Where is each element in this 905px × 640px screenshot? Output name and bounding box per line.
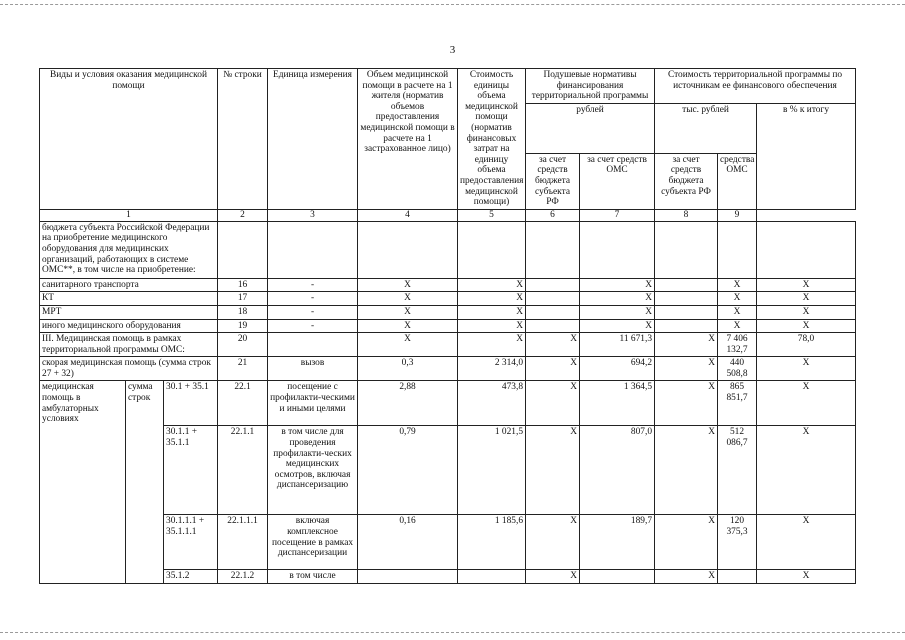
- row-ref: 30.1.1 + 35.1.1: [164, 426, 218, 515]
- row-unit: -: [268, 292, 358, 306]
- cell-cost: X: [458, 292, 526, 306]
- header-pct-total: в % к итогу: [757, 103, 856, 209]
- cell-cost: X: [458, 278, 526, 292]
- col-number: 6: [526, 209, 580, 221]
- cell-pct: X: [757, 426, 856, 515]
- cell-cost: 473,8: [458, 381, 526, 426]
- cell-budget: X: [526, 333, 580, 357]
- row-no: 21: [218, 357, 268, 381]
- cell-budget: X: [526, 515, 580, 570]
- scan-bottom-edge: [0, 632, 905, 633]
- cell-volume: 0,79: [358, 426, 458, 515]
- col-number: 2: [218, 209, 268, 221]
- col-number: 3: [268, 209, 358, 221]
- cell-volume: 2,88: [358, 381, 458, 426]
- table-row: [40, 381, 856, 426]
- row-name: скорая медицинская помощь (сумма строк 27 + 32): [40, 357, 218, 381]
- cell-oms-total: X: [718, 319, 757, 333]
- row-unit: [268, 333, 358, 357]
- row-no: 17: [218, 292, 268, 306]
- header-per-capita: Подушевые нормативы финансирования территориальной программы: [526, 69, 655, 104]
- row-no: 22.1: [218, 381, 268, 426]
- cell-volume: X: [358, 305, 458, 319]
- cell-budget: [526, 305, 580, 319]
- cell-oms: X: [580, 319, 655, 333]
- row-unit: вызов: [268, 357, 358, 381]
- row-intro-text: бюджета субъекта Российской Федерации на приобретение медицинского оборудования для медицинских организаций, работающих в системе ОМС**, в том числе на приобретение:: [40, 221, 218, 278]
- header-oms: за счет средств ОМС: [580, 153, 655, 209]
- column-number-row: [40, 209, 856, 221]
- row-name: КТ: [40, 292, 218, 306]
- header-budget-rf-2: за счет средств бюджета субъекта РФ: [655, 153, 718, 209]
- col-number: 5: [458, 209, 526, 221]
- header-program-cost: Стоимость территориальной программы по источникам ее финансового обеспечения: [655, 69, 856, 104]
- table-row: [40, 333, 856, 357]
- cell-pct: X: [757, 278, 856, 292]
- cell-volume: 0,16: [358, 515, 458, 570]
- row-no: 22.1.1.1: [218, 515, 268, 570]
- cell-oms-total: 865 851,7: [718, 381, 757, 426]
- row-no: 20: [218, 333, 268, 357]
- row-unit: -: [268, 319, 358, 333]
- col-number: 7: [580, 209, 655, 221]
- cell-budget-total: [655, 319, 718, 333]
- row-unit: включая комплексное посещение в рамках диспансеризации: [268, 515, 358, 570]
- table-row: [40, 221, 856, 278]
- header-budget-rf: за счет средств бюджета субъекта РФ: [526, 153, 580, 209]
- cell-budget: X: [526, 381, 580, 426]
- cell-oms: 189,7: [580, 515, 655, 570]
- header-volume: Объем медицинской помощи в расчете на 1 жителя (норматив объемов предоставления медицинской помощи в расчете на 1 застрахованное лицо): [358, 69, 458, 210]
- cell-oms: X: [580, 305, 655, 319]
- amb-label: медицинская помощь в амбулаторных условиях: [40, 381, 126, 584]
- table-row: [40, 292, 856, 306]
- row-no: 19: [218, 319, 268, 333]
- row-no: 18: [218, 305, 268, 319]
- cell-volume: X: [358, 333, 458, 357]
- cell-volume: X: [358, 319, 458, 333]
- cell-budget-total: X: [655, 381, 718, 426]
- cell-oms-total: X: [718, 278, 757, 292]
- cell-oms: X: [580, 278, 655, 292]
- header-rubles: рублей: [526, 103, 655, 153]
- header-types: Виды и условия оказания медицинской помощи: [40, 69, 218, 210]
- cell-oms-total: X: [718, 305, 757, 319]
- cell-budget-total: X: [655, 357, 718, 381]
- cell-oms: 807,0: [580, 426, 655, 515]
- header-unit: Единица измерения: [268, 69, 358, 210]
- col-number: 1: [40, 209, 218, 221]
- cell-oms: X: [580, 292, 655, 306]
- cell-cost: X: [458, 305, 526, 319]
- cell-volume: 0,3: [358, 357, 458, 381]
- cell-budget: [526, 292, 580, 306]
- cell-pct: 78,0: [757, 333, 856, 357]
- scan-top-edge: [0, 4, 905, 5]
- cell-budget: [526, 319, 580, 333]
- cell-cost: 2 314,0: [458, 357, 526, 381]
- row-ref: 30.1 + 35.1: [164, 381, 218, 426]
- cell-volume: X: [358, 292, 458, 306]
- cell-oms: 694,2: [580, 357, 655, 381]
- row-name: III. Медицинская помощь в рамках территориальной программы ОМС:: [40, 333, 218, 357]
- cell-oms: 1 364,5: [580, 381, 655, 426]
- table-row: [40, 305, 856, 319]
- cell-budget-total: X: [655, 426, 718, 515]
- row-name: иного медицинского оборудования: [40, 319, 218, 333]
- cell-cost: 1 185,6: [458, 515, 526, 570]
- row-name: МРТ: [40, 305, 218, 319]
- table-row: [40, 319, 856, 333]
- cell-oms: [580, 570, 655, 584]
- cell-budget-total: X: [655, 515, 718, 570]
- row-ref: 35.1.2: [164, 570, 218, 584]
- cell-pct: X: [757, 357, 856, 381]
- cell-pct: X: [757, 292, 856, 306]
- cell-pct: X: [757, 305, 856, 319]
- cell-oms-total: [718, 570, 757, 584]
- header-row-1: [40, 69, 856, 104]
- cell-oms: 11 671,3: [580, 333, 655, 357]
- row-unit: посещение с профилакти-ческими и иными целями: [268, 381, 358, 426]
- cell-budget: [526, 278, 580, 292]
- row-unit: -: [268, 278, 358, 292]
- cell-oms-total: 440 508,8: [718, 357, 757, 381]
- cell-oms-total: 7 406 132,7: [718, 333, 757, 357]
- table-row: [40, 278, 856, 292]
- row-no: 16: [218, 278, 268, 292]
- cell-oms-total: X: [718, 292, 757, 306]
- header-thous-rubles: тыс. рублей: [655, 103, 757, 153]
- cell-volume: [358, 570, 458, 584]
- col-number: 9: [718, 209, 757, 221]
- cell-budget: X: [526, 570, 580, 584]
- cell-pct: X: [757, 570, 856, 584]
- row-no: 22.1.1: [218, 426, 268, 515]
- sum-label: сумма строк: [126, 381, 164, 584]
- financing-table: [39, 68, 856, 584]
- cell-budget-total: X: [655, 570, 718, 584]
- cell-budget: X: [526, 357, 580, 381]
- cell-cost: 1 021,5: [458, 426, 526, 515]
- cell-budget: X: [526, 426, 580, 515]
- cell-budget-total: [655, 278, 718, 292]
- cell-pct: X: [757, 319, 856, 333]
- cell-budget-total: X: [655, 333, 718, 357]
- cell-cost: [458, 570, 526, 584]
- cell-budget-total: [655, 305, 718, 319]
- row-no: 22.1.2: [218, 570, 268, 584]
- cell-pct: X: [757, 515, 856, 570]
- cell-oms-total: 512 086,7: [718, 426, 757, 515]
- header-row-no: № строки: [218, 69, 268, 210]
- cell-pct: X: [757, 381, 856, 426]
- col-number: 4: [358, 209, 458, 221]
- cell-volume: X: [358, 278, 458, 292]
- row-name: санитарного транспорта: [40, 278, 218, 292]
- cell-budget-total: [655, 292, 718, 306]
- header-oms-2: средства ОМС: [718, 153, 757, 209]
- table-row: [40, 357, 856, 381]
- col-number: 8: [655, 209, 718, 221]
- cell-cost: X: [458, 333, 526, 357]
- cell-oms-total: 120 375,3: [718, 515, 757, 570]
- page-number: 3: [449, 44, 456, 56]
- row-unit: -: [268, 305, 358, 319]
- row-unit: в том числе: [268, 570, 358, 584]
- row-unit: в том числе для проведения профилакти-ческих медицинских осмотров, включая диспансеризацию: [268, 426, 358, 515]
- row-ref: 30.1.1.1 + 35.1.1.1: [164, 515, 218, 570]
- cell-cost: X: [458, 319, 526, 333]
- header-cost: Стоимость единицы объема медицинской помощи (норматив финансовых затрат на единицу объема предоставления медицинской помощи): [458, 69, 526, 210]
